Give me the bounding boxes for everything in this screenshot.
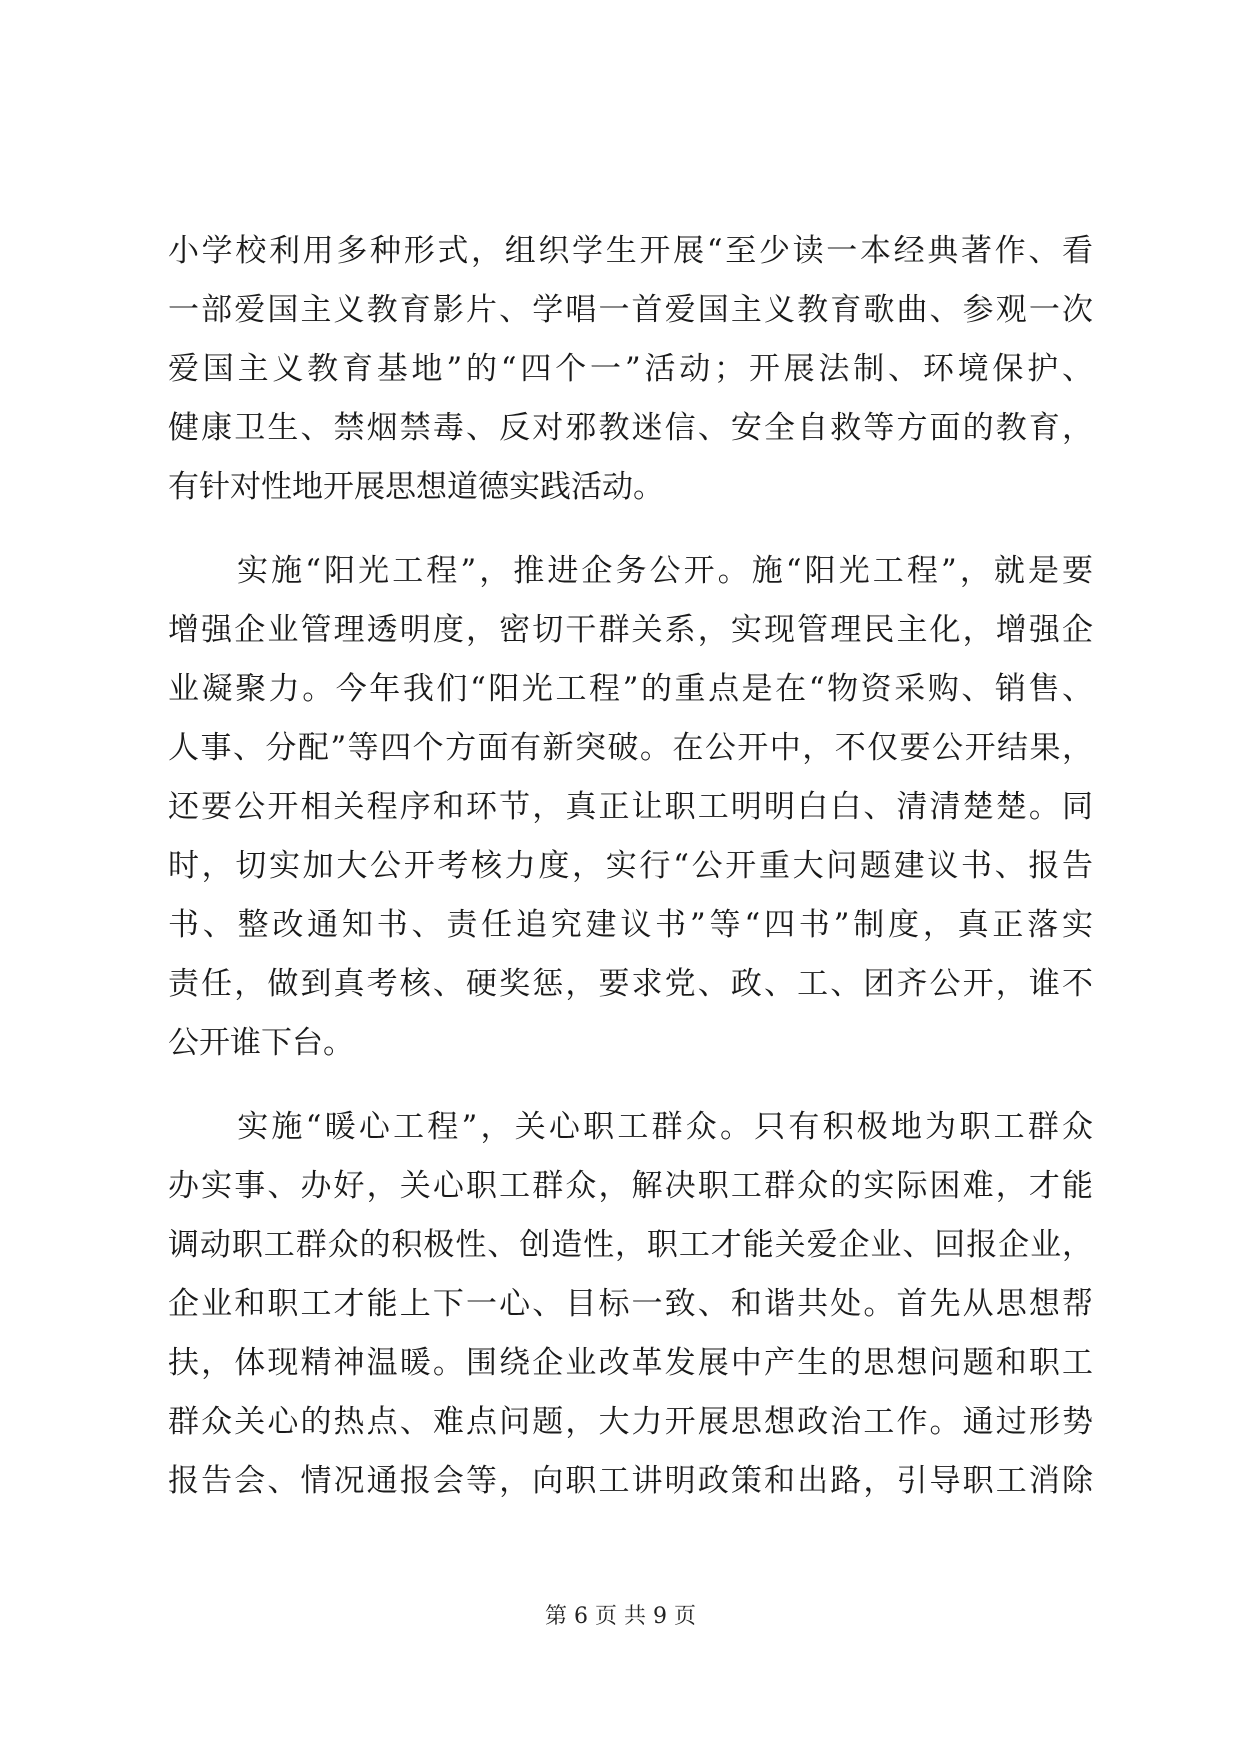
text-line: 业凝聚力。今年我们“阳光工程”的重点是在“物资采购、销售、 [168, 671, 1093, 707]
page-footer: 第 6 页 共 9 页 [545, 1604, 696, 1629]
text-line: 书、整改通知书、责任追究建议书”等“四书”制度，真正落实 [168, 907, 1093, 943]
text-line: 公开谁下台。 [168, 1025, 354, 1061]
text-line: 增强企业管理透明度，密切干群关系，实现管理民主化，增强企 [168, 612, 1093, 648]
text-line: 群众关心的热点、难点问题，大力开展思想政治工作。通过形势 [168, 1404, 1093, 1440]
text-line: 人事、分配”等四个方面有新突破。在公开中，不仅要公开结果， [168, 730, 1093, 766]
paragraph-2 [168, 542, 1093, 1073]
text-line: 时，切实加大公开考核力度，实行“公开重大问题建议书、报告 [168, 848, 1093, 884]
text-line: 企业和职工才能上下一心、目标一致、和谐共处。首先从思想帮 [168, 1286, 1093, 1322]
text-line-first [168, 542, 1093, 601]
text-line: 爱国主义教育基地”的“四个一”活动；开展法制、环境保护、 [168, 351, 1093, 387]
text-line-content: 实施“阳光工程”，推进企务公开。施“阳光工程”，就是要 [234, 553, 1093, 589]
paragraph-1 [168, 222, 1093, 517]
text-line: 调动职工群众的积极性、创造性，职工才能关爱企业、回报企业， [168, 1227, 1093, 1263]
text-line: 还要公开相关程序和环节，真正让职工明明白白、清清楚楚。同 [168, 789, 1093, 825]
document-body [168, 222, 1093, 1511]
text-line: 健康卫生、禁烟禁毒、反对邪教迷信、安全自救等方面的教育， [168, 410, 1093, 446]
text-line: 一部爱国主义教育影片、学唱一首爱国主义教育歌曲、参观一次 [168, 292, 1093, 328]
text-line: 责任，做到真考核、硬奖惩，要求党、政、工、团齐公开，谁不 [168, 966, 1093, 1002]
paragraph-3 [168, 1098, 1093, 1511]
text-line: 报告会、情况通报会等，向职工讲明政策和出路，引导职工消除 [168, 1463, 1093, 1499]
text-line: 小学校利用多种形式，组织学生开展“至少读一本经典著作、看 [168, 233, 1093, 269]
text-line: 办实事、办好，关心职工群众，解决职工群众的实际困难，才能 [168, 1168, 1093, 1204]
text-line-first [168, 1098, 1093, 1157]
text-line-content: 实施“暖心工程”，关心职工群众。只有积极地为职工群众 [234, 1109, 1093, 1145]
text-line: 扶，体现精神温暖。围绕企业改革发展中产生的思想问题和职工 [168, 1345, 1093, 1381]
text-line: 有针对性地开展思想道德实践活动。 [168, 469, 664, 505]
